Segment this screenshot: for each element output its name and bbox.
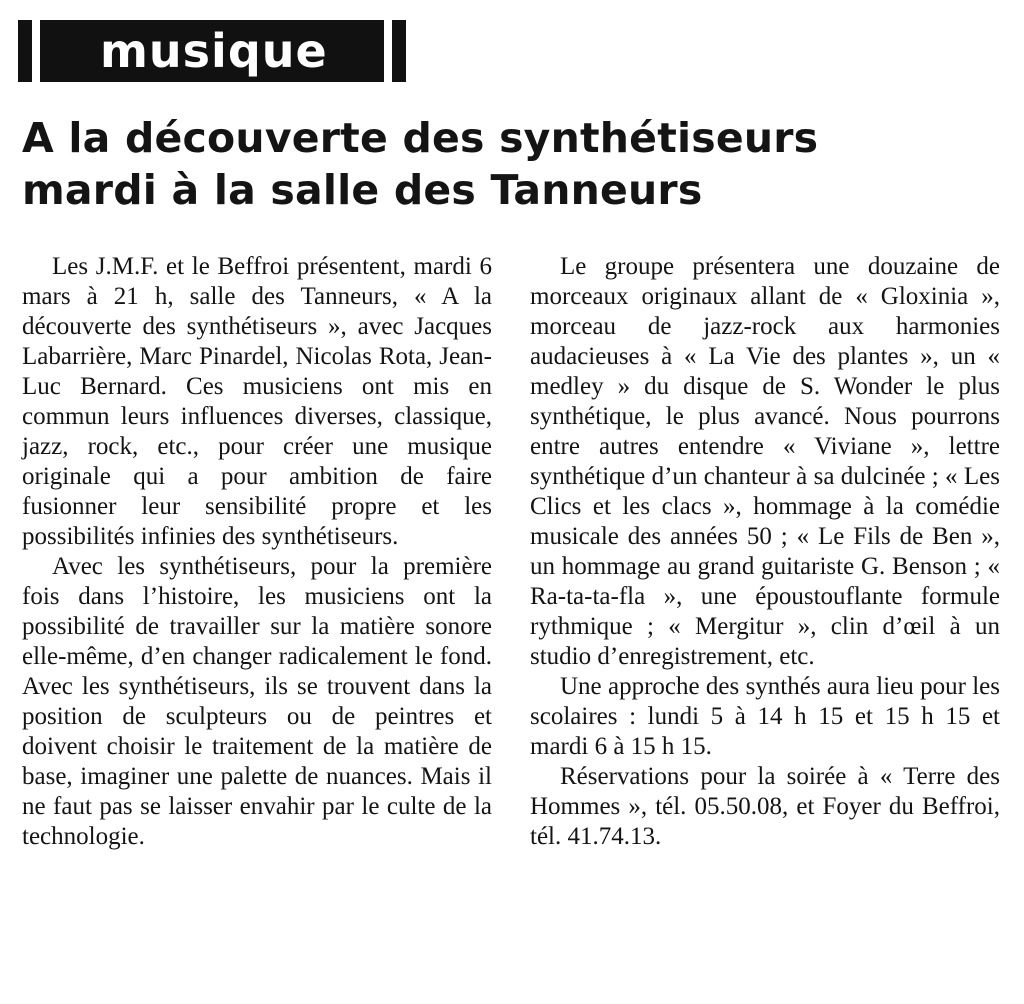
rubric-right-bar [392,20,406,82]
section-rubric [18,20,406,82]
rubric-label: musique [40,20,384,82]
paragraph: Une approche des synthés aura lieu pour les scolaires : lundi 5 à 14 h 15 et 15 h 15 et mardi 6 à 15 h 15. [530,673,1000,760]
paragraph: Les J.M.F. et le Beffroi présentent, mardi 6 mars à 21 h, salle des Tanneurs, « A la découverte des synthétiseurs », avec Jacques Labarrière, Marc Pinardel, Nicolas Rota, Jean-Luc Bernard. Ces musiciens ont mis en commun leurs influences diverses, classique, jazz, rock, etc., pour créer une musique originale qui a pour ambition de faire fusionner leur sensibilité propre et les possibilités infinies des synthétiseurs. [22,253,492,550]
right-column [530,252,1000,852]
left-column [22,252,492,852]
paragraph: Avec les synthétiseurs, pour la première fois dans l’histoire, les musiciens ont la possibilité de travailler sur la matière sonore elle-même, d’en changer radicalement le fond. Avec les synthétiseurs, ils se trouvent dans la position de sculpteurs ou de peintres et doivent choisir le traitement de la matière de base, imaginer une palette de nuances. Mais il ne faut pas se laisser envahir par le culte de la technologie. [22,553,492,850]
rubric-left-bar [18,20,32,82]
headline-line-2: mardi à la salle des Tanneurs [22,166,703,214]
article-headline [22,112,1012,216]
headline-line-1: A la découverte des synthétiseurs [22,114,819,162]
paragraph: Le groupe présentera une douzaine de morceaux originaux allant de « Gloxinia », morceau de jazz-rock aux harmonies audacieuses à « La Vie des plantes », un « medley » du disque de S. Wonder le plus synthétique, le plus avancé. Nous pourrons entre autres entendre « Viviane », lettre synthétique d’un chanteur à sa dulcinée ; « Les Clics et les clacs », hommage à la comédie musicale des années 50 ; « Le Fils de Ben », un hommage au grand guitariste G. Benson ; « Ra-ta-ta-fla », une époustouflante formule rythmique ; « Mergitur », clin d’œil à un studio d’enregistrement, etc. [530,253,1000,670]
paragraph: Réservations pour la soirée à « Terre des Hommes », tél. 05.50.08, et Foyer du Beffroi, tél. 41.74.13. [530,763,1000,850]
